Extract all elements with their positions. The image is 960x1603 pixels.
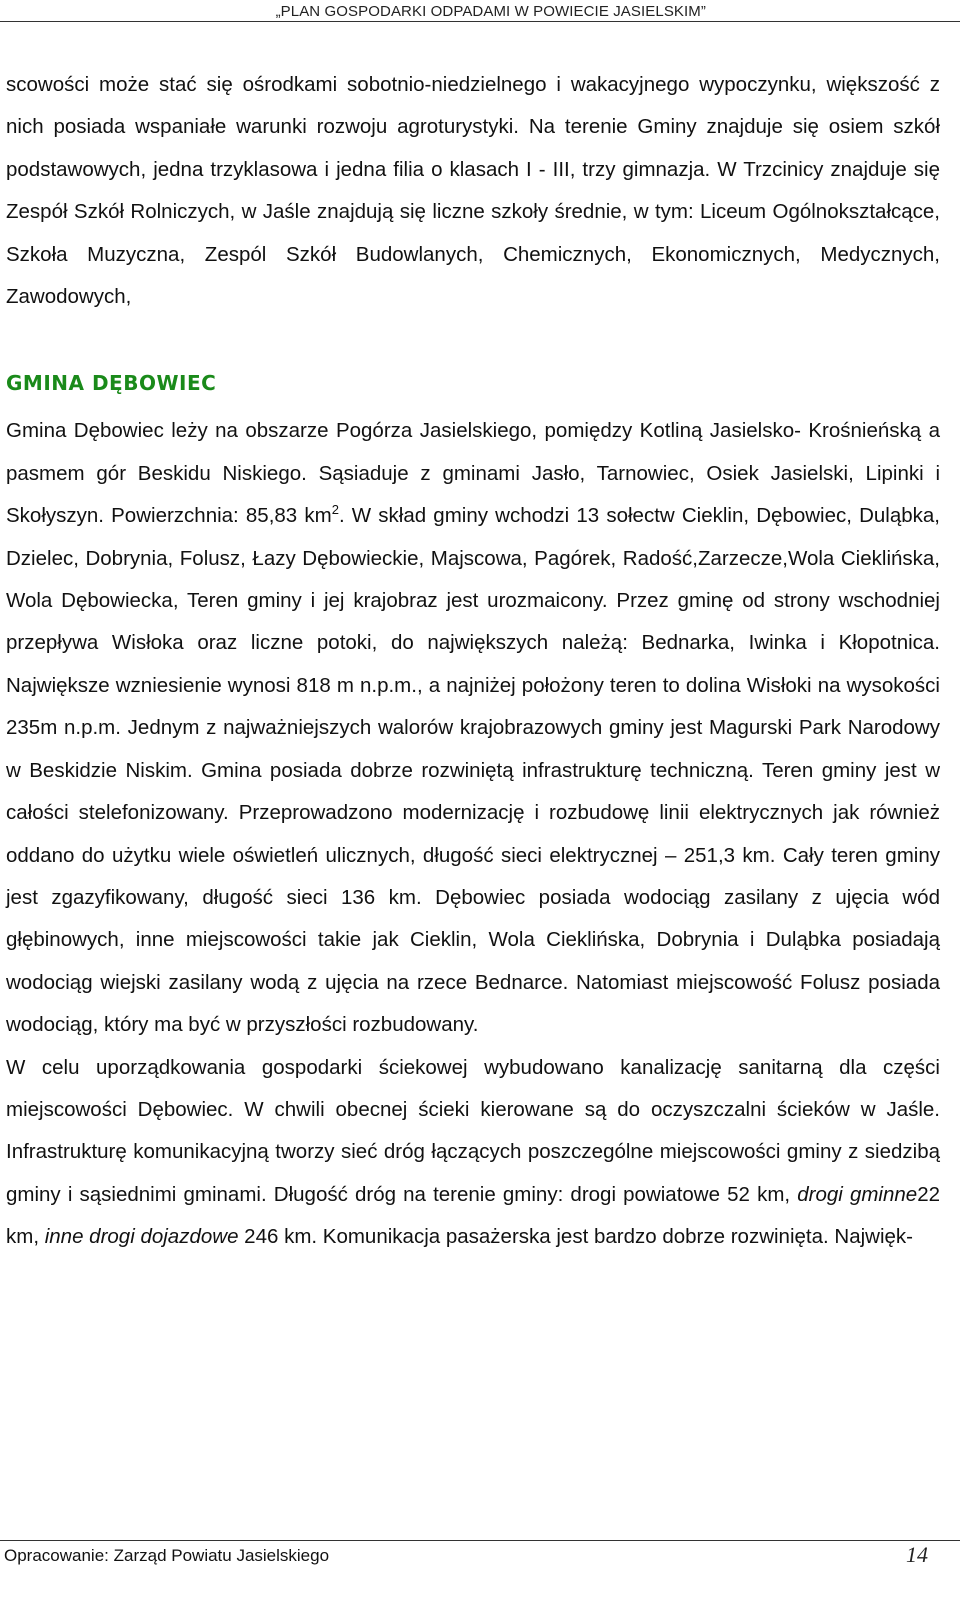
page-footer bbox=[0, 1540, 960, 1603]
paragraph-1-text-a: Gmina Dębowiec leży na obszarze Pogórza Jasielskiego, pomiędzy Kotliną Jasielsko- Krośnieńską a pasmem gór Beskidu Niskiego. Sąsiaduje z gminami Jasło, Tarnowiec, Osiek Jasielski, Lipinki i Skołyszyn. Powierzchnia: 85,83 km bbox=[6, 419, 940, 528]
page-number: 14 bbox=[906, 1542, 928, 1567]
paragraph-2-text-c: 246 km. Komunikacja pasażerska jest bardzo dobrze rozwinięta. Najwięk- bbox=[238, 1225, 913, 1249]
section-heading: GMINA DĘBOWIEC bbox=[6, 371, 217, 396]
page-header bbox=[0, 0, 960, 22]
section-paragraph-1 bbox=[6, 410, 940, 1046]
footer-author: Opracowanie: Zarząd Powiatu Jasielskiego bbox=[4, 1546, 330, 1565]
section-paragraph-2 bbox=[6, 1047, 940, 1259]
paragraph-1-text-b: . W skład gminy wchodzi 13 sołectw Cieklin, Dębowiec, Duląbka, Dzielec, Dobrynia, Folusz, Łazy Dębowieckie, Majscowa, Pagórek, Radość,Zarzecze,Wola Cieklińska, Wola Dębowiecka, Teren gminy i jej krajobraz jest urozmaicony. Przez gminę od strony wschodniej przepływa Wisłoka oraz liczne potoki, do największych należą: Bednarka, Iwinka i Kłopotnica. Największe wzniesienie wynosi 818 m n.p.m., a najniżej położony teren to dolina Wisłoki na wysokości 235m n.p.m. Jednym z najważniejszych walorów krajobrazowych gminy jest Magurski Park Narodowy w Beskidzie Niskim. Gmina posiada dobrze rozwiniętą infrastrukturę techniczną. Teren gminy jest w całości stelefonizowany. Przeprowadzono modernizację i rozbudowę linii elektrycznych jak również oddano do użytku wiele oświetleń ulicznych, długość sieci elektrycznej – 251,3 km. Cały teren gminy jest zgazyfikowany, długość sieci 136 km. Dębowiec posiada wodociąg zasilany z ujęcia wód głębinowych, inne miejscowości takie jak Cieklin, Wola Cieklińska, Dobrynia i Duląbka posiadają wodociąg wiejski zasilany wodą z ujęcia na rzece Bednarce. Natomiast miejscowość Folusz posiada wodociąg, który ma być w przyszłości rozbudowany. bbox=[6, 504, 941, 1037]
footer-rule bbox=[0, 1540, 960, 1541]
section-body bbox=[6, 410, 940, 1258]
intro-paragraph: scowości może stać się ośrodkami sobotnio-niedzielnego i wakacyjnego wypoczynku, większość z nich posiada wspaniałe warunki rozwoju agroturystyki. Na terenie Gminy znajduje się osiem szkół podstawowych, jedna trzyklasowa i jedna filia o klasach I - III, trzy gimnazja. W Trzcinicy znajduje się Zespół Szkół Rolniczych, w Jaśle znajdują się liczne szkoły średnie, w tym: Liceum Ogólnokształcące, Szkoła Muzyczna, Zespól Szkół Budowlanych, Chemicznych, Ekonomicznych, Medycznych, Zawodowych, bbox=[6, 73, 940, 309]
superscript-2: 2 bbox=[331, 502, 339, 518]
header-title: „PLAN GOSPODARKI ODPADAMI W POWIECIE JASIELSKIM” bbox=[275, 3, 706, 20]
paragraph-2-text-a: W celu uporządkowania gospodarki ściekowej wybudowano kanalizację sanitarną dla części miejscowości Dębowiec. W chwili obecnej ścieki kierowane są do oczyszczalni ścieków w Jaśle. Infrastrukturę komunikacyjną tworzy sieć dróg łączących poszczególne miejscowości gminy z siedzibą gminy i sąsiednimi gminami. Długość dróg na terenie gminy: drogi powiatowe 52 km, bbox=[6, 1055, 940, 1206]
paragraph-2-text-b: 22 km, bbox=[6, 1182, 941, 1249]
italic-inne-drogi: inne drogi dojazdowe bbox=[44, 1225, 239, 1249]
header-rule bbox=[0, 21, 960, 22]
italic-drogi-gminne: drogi gminne bbox=[797, 1182, 918, 1206]
page-content bbox=[6, 64, 940, 1259]
